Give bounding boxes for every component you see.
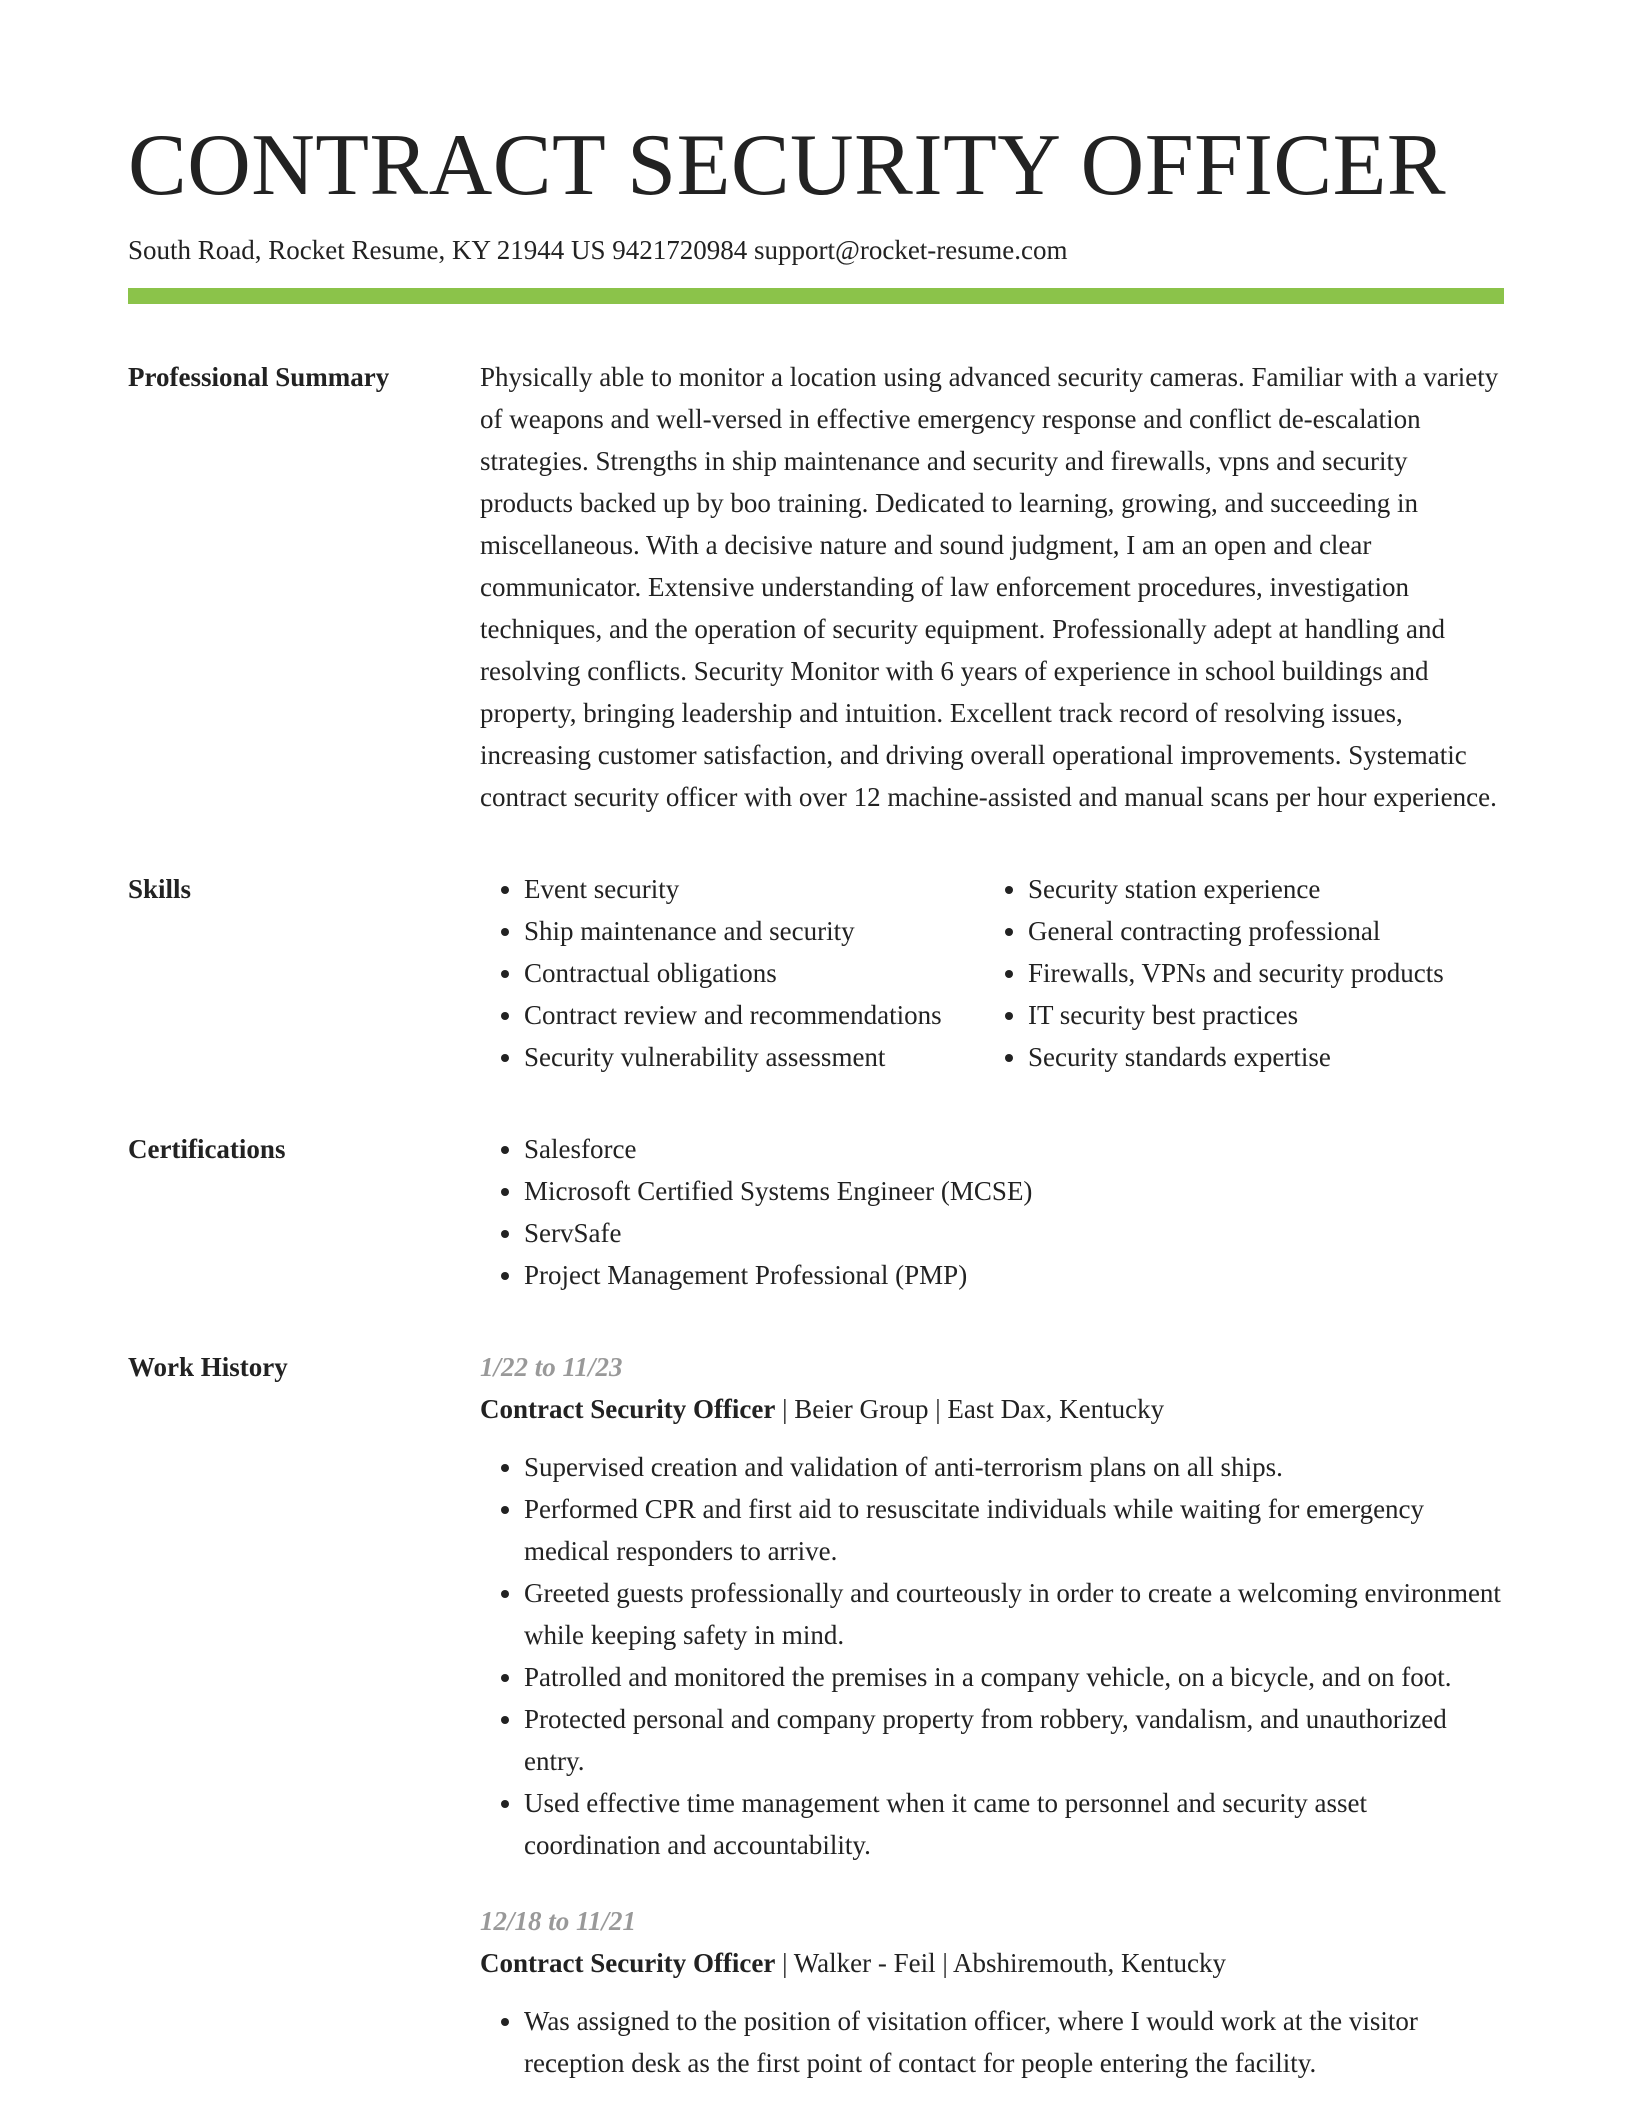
certifications-section <box>128 1128 1504 1296</box>
accent-divider <box>128 288 1504 304</box>
section-label: Certifications <box>128 1133 286 1164</box>
skills-list-right <box>984 868 1444 1078</box>
summary-text: Physically able to monitor a location using advanced security cameras. Familiar with a variety of weapons and well-versed in effective emergency response and conflict de-escalation strategies. Strengths in ship maintenance and security and firewalls, vpns and security products backed up by boo training. Dedicated to learning, growing, and succeeding in miscellaneous. With a decisive nature and sound judgment, I am an open and clear communicator. Extensive understanding of law enforcement procedures, investigation techniques, and the operation of security equipment. Professionally adept at handling and resolving conflicts. Security Monitor with 6 years of experience in school buildings and property, bringing leadership and intuition. Excellent track record of resolving issues, increasing customer satisfaction, and driving overall operational improvements. Systematic contract security officer with over 12 machine-assisted and manual scans per hour experience. <box>480 361 1499 812</box>
job-bullet: • Greeted guests professionally and courteously in order to create a welcoming environment while keeping safety in mind. <box>524 1572 1504 1656</box>
contact-info: South Road, Rocket Resume, KY 21944 US 9421720984 support@rocket-resume.com <box>128 234 1068 265</box>
summary-content <box>480 356 1504 818</box>
skill-item: • IT security best practices <box>1028 994 1444 1036</box>
section-label: Skills <box>128 873 192 904</box>
job-details: | Beier Group | East Dax, Kentucky <box>775 1393 1165 1424</box>
skill-item: • Firewalls, VPNs and security products <box>1028 952 1444 994</box>
skills-list-left <box>480 868 984 1078</box>
skill-item: • Contract review and recommendations <box>524 994 984 1036</box>
skills-content <box>480 868 1504 1078</box>
skill-item: • Security vulnerability assessment <box>524 1036 984 1078</box>
certifications-list <box>480 1128 1504 1296</box>
job-entry <box>480 1346 1504 1866</box>
skill-item: • Contractual obligations <box>524 952 984 994</box>
certification-item: • Microsoft Certified Systems Engineer (MCSE) <box>524 1170 1504 1212</box>
skill-item: • Security standards expertise <box>1028 1036 1444 1078</box>
job-title: Contract Security Officer <box>480 1393 776 1424</box>
work-history-content <box>480 1346 1504 2084</box>
job-title: Contract Security Officer <box>480 1947 776 1978</box>
job-bullets <box>480 1446 1504 1866</box>
skill-item: • General contracting professional <box>1028 910 1444 952</box>
job-bullet: • Used effective time management when it came to personnel and security asset coordination and accountability. <box>524 1782 1504 1866</box>
job-bullet: • Supervised creation and validation of anti-terrorism plans on all ships. <box>524 1446 1504 1488</box>
job-heading <box>480 1942 1504 1984</box>
section-label: Work History <box>128 1351 288 1382</box>
section-label: Professional Summary <box>128 361 390 392</box>
certification-item: • Project Management Professional (PMP) <box>524 1254 1504 1296</box>
skill-item: • Event security <box>524 868 984 910</box>
work-history-section <box>128 1346 1504 2084</box>
job-bullet: • Protected personal and company property from robbery, vandalism, and unauthorized entry. <box>524 1698 1504 1782</box>
summary-section <box>128 356 1504 818</box>
job-bullet: • Was assigned to the position of visitation officer, where I would work at the visitor reception desk as the first point of contact for people entering the facility. <box>524 2000 1504 2084</box>
certification-item: • ServSafe <box>524 1212 1504 1254</box>
job-dates: 1/22 to 11/23 <box>480 1351 623 1382</box>
job-details: | Walker - Feil | Abshiremouth, Kentucky <box>775 1947 1226 1978</box>
resume-title: CONTRACT SECURITY OFFICER <box>128 117 1447 214</box>
skill-item: • Security station experience <box>1028 868 1444 910</box>
certifications-content <box>480 1128 1504 1296</box>
job-entry <box>480 1900 1504 2084</box>
job-dates: 12/18 to 11/21 <box>480 1905 637 1936</box>
job-bullet: • Patrolled and monitored the premises in a company vehicle, on a bicycle, and on foot. <box>524 1656 1504 1698</box>
job-bullets <box>480 2000 1504 2084</box>
job-bullet: • Performed CPR and first aid to resuscitate individuals while waiting for emergency medical responders to arrive. <box>524 1488 1504 1572</box>
skills-section <box>128 868 1504 1078</box>
skill-item: • Ship maintenance and security <box>524 910 984 952</box>
job-heading <box>480 1388 1504 1430</box>
certification-item: • Salesforce <box>524 1128 1504 1170</box>
